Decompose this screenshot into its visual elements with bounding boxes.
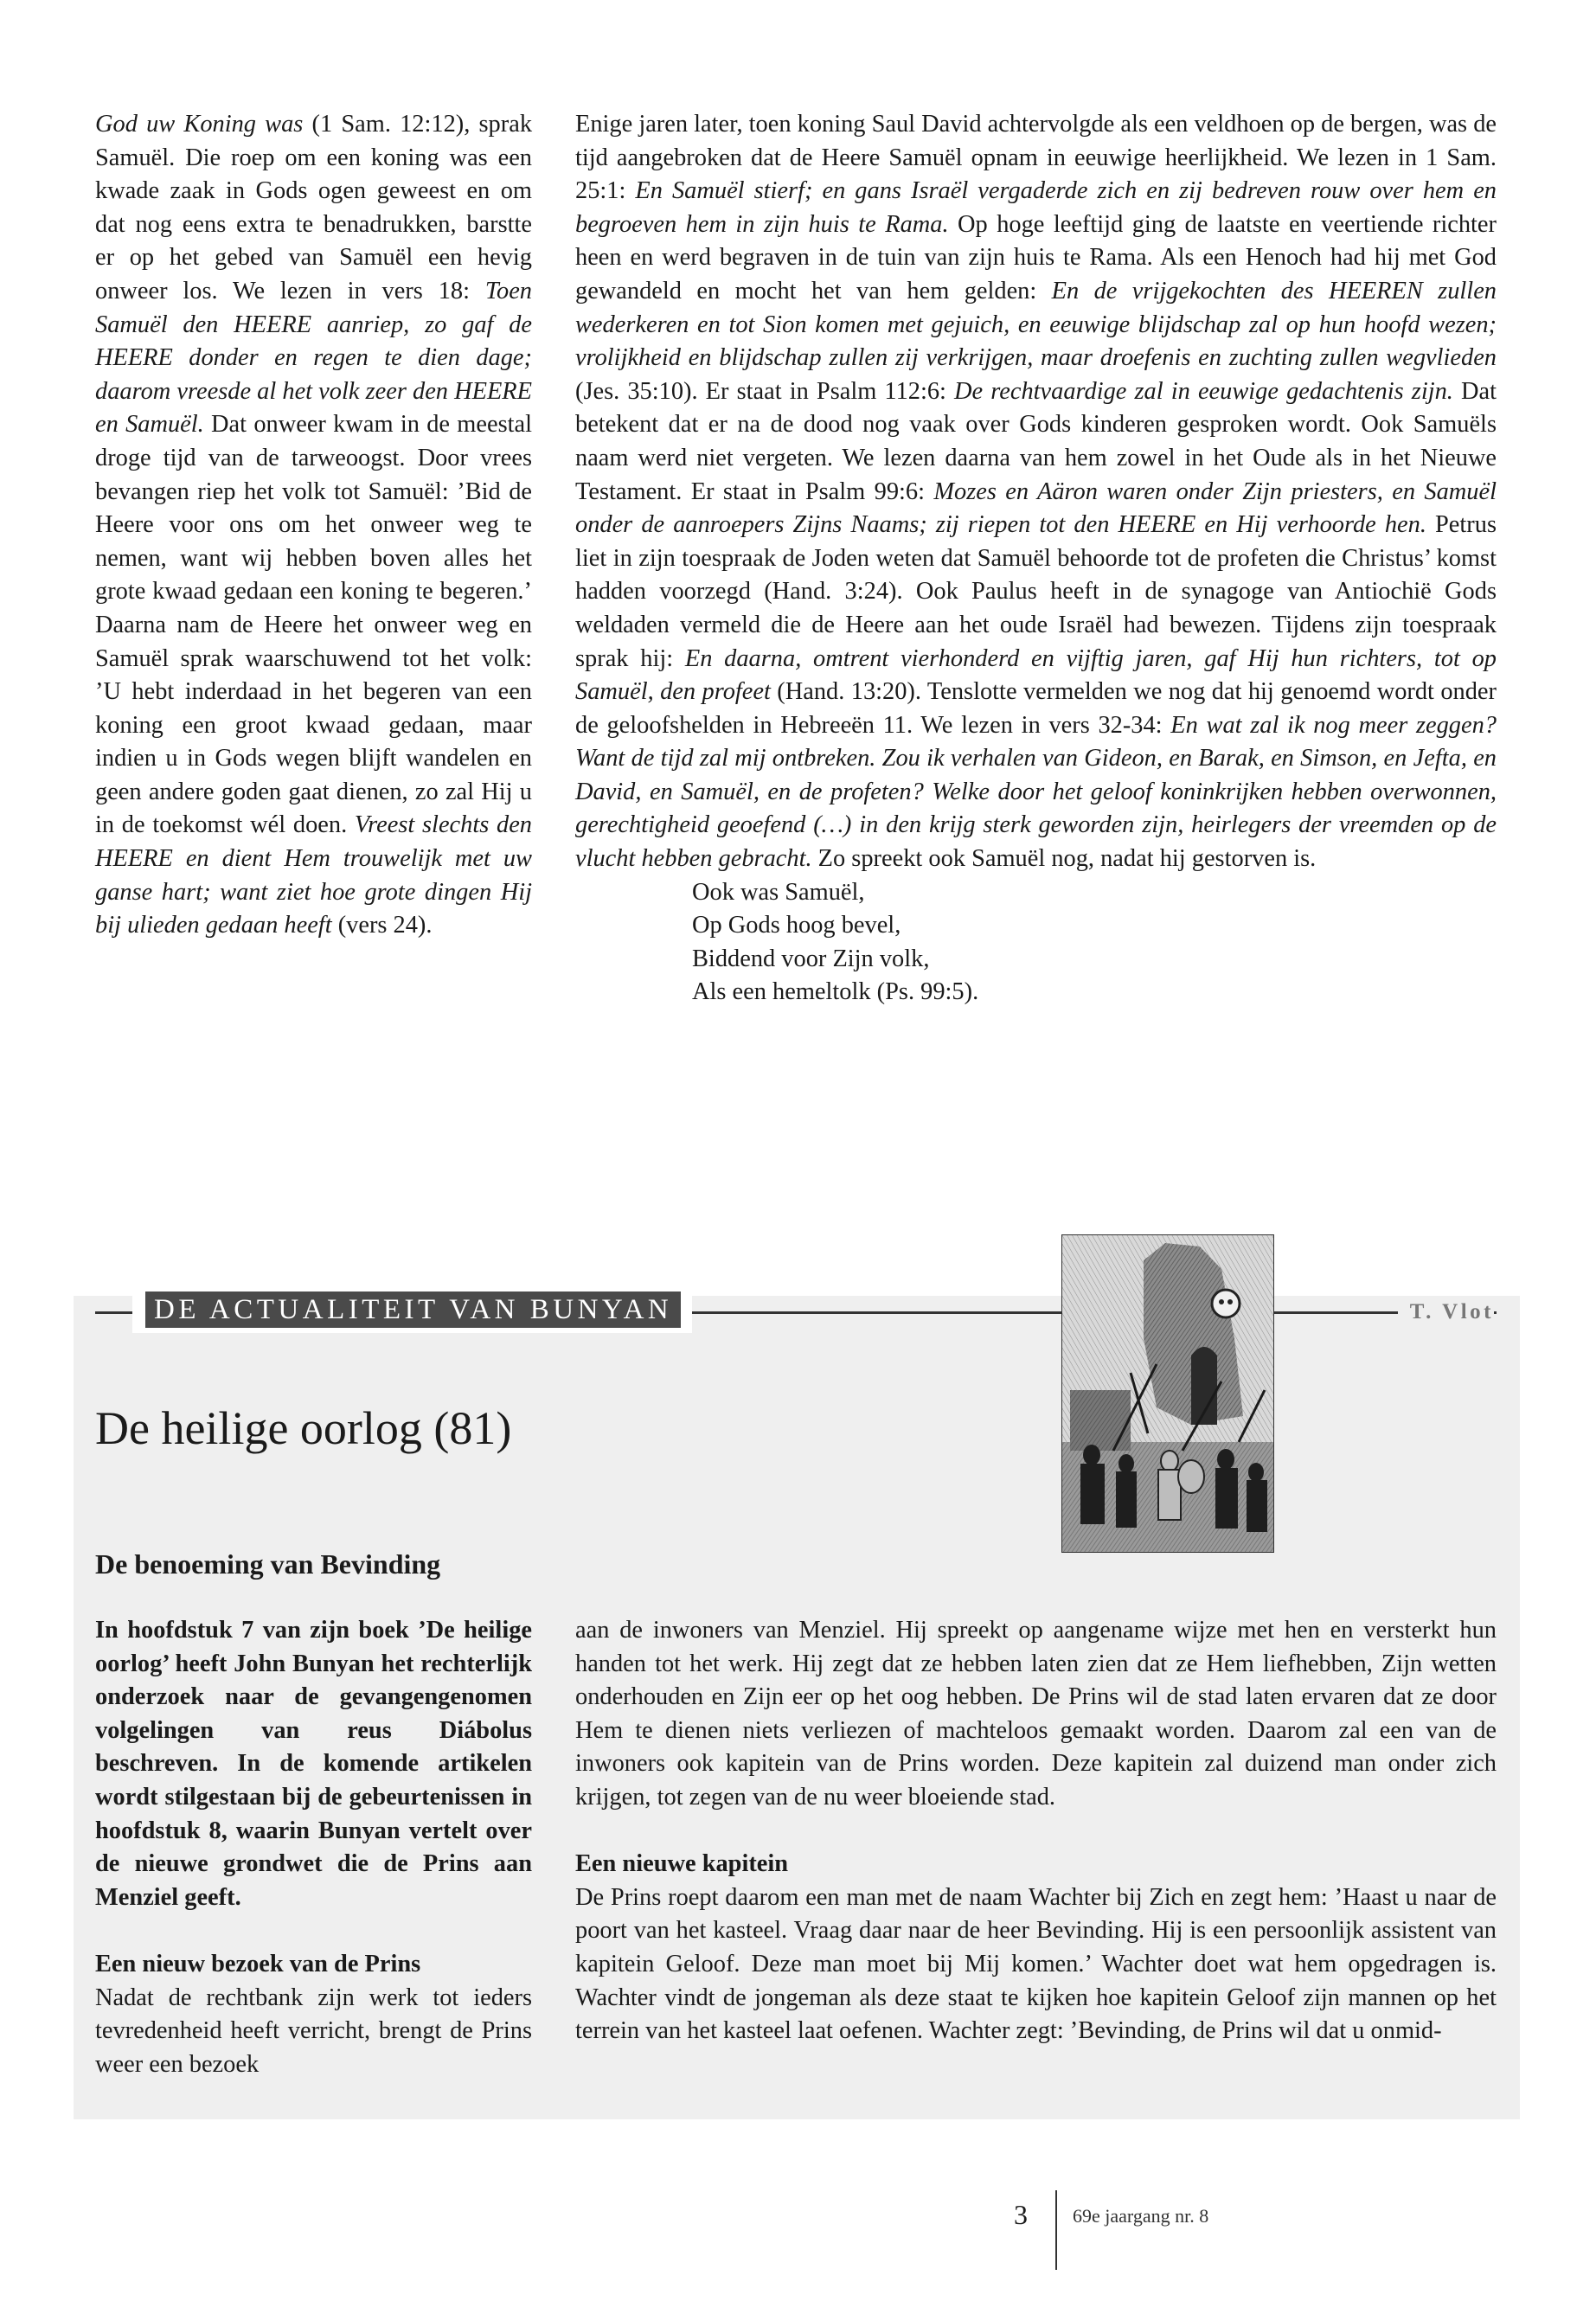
section-heading: Een nieuw bezoek van de Prins: [95, 1950, 421, 1977]
issue-info: 69e jaargang nr. 8: [1073, 2205, 1209, 2227]
article-paragraph: De Prins roept daarom een man met de naam Wachter bij Zich en zegt hem: ’Haast u naar de poort van het kasteel. Vraag daar naar de heer Bevinding. Hij is een persoonlijk assistent van kapitein Geloof. Deze man moet bij Mij komen.’ Wachter doet wat hem opgedragen is. Wachter vindt de jongeman als deze staat te kijken hoe kapitein Geloof zijn mannen op het terrein van het kasteel laat oefenen. Wachter zegt: ’Bevinding, de Prins wil dat u onmid-: [575, 1883, 1497, 2045]
article-lead: In hoofdstuk 7 van zijn boek ’De heilige oorlog’ heeft John Bunyan het rechterlijk onderzoek naar de gevangengenomen volgelingen van reus Diábolus beschreven. In de komende artikelen wordt stilgestaan bij de gebeurtenissen in hoofdstuk 8, waarin Bunyan vertelt over de nieuwe grondwet die de Prins aan Menziel geeft.: [95, 1617, 532, 1911]
article-column-right: [575, 1614, 1497, 2048]
section-label-text: DE ACTUALITEIT VAN BUNYAN: [145, 1292, 681, 1328]
page-number: 3: [1014, 2199, 1028, 2230]
column-top-right-body: [575, 108, 1497, 876]
poem-line: Op Gods hoog bevel,: [692, 912, 901, 939]
article-subtitle: De benoeming van Bevinding: [95, 1548, 441, 1580]
article-paragraph: Nadat de rechtbank zijn werk tot ieders tevredenheid heeft verricht, brengt de Prins weer een bezoek: [95, 1984, 532, 2078]
engraving-illustration: [1061, 1234, 1274, 1553]
paragraph: God uw Koning was (1 Sam. 12:12), sprak Samuël. Die roep om een koning was een kwade zaak in Gods ogen geweest en om dat nog eens extra te benadrukken, barstte er op het gebed van Samuël een hevig onweer los. We lezen in vers 18: Toen Samuël den HEERE aanriep, zo gaf de HEERE donder en regen te dien dage; daarom vreesde al het volk zeer den HEERE en Samuël. Dat onweer kwam in de meestal droge tijd van de tarweoogst. Door vrees bevangen riep het volk tot Samuël: ’Bid de Heere voor ons om het onweer weg te nemen, want wij hebben boven alles het grote kwaad gedaan een koning te begeren.’ Daarna nam de Heere het onweer weg en Samuël sprak waarschuwend tot het volk: ’U hebt inderdaad in het begeren van een koning een groot kwaad gedaan, maar indien u in Gods wegen blijft wandelen en geen andere goden gaat dienen, zo zal Hij u in de toekomst wél doen. Vreest slechts den HEERE en dient Hem trouwelijk met uw ganse hart; want ziet hoe grote dingen Hij bij ulieden gedaan heeft (vers 24).: [95, 111, 533, 939]
column-top-right: [575, 108, 1497, 1009]
author-name: T. Vlot: [1398, 1300, 1494, 1324]
footer-divider: [1055, 2190, 1057, 2270]
paragraph: Enige jaren later, toen koning Saul David achtervolgde als een veldhoen op de bergen, was de tijd aangebroken dat de Heere Samuël opnam in eeuwige heerlijkheid. We lezen in 1 Sam. 25:1: En Samuël stierf; en gans Israël vergaderde zich en zij bedreven rouw over hem en begroeven hem in zijn huis te Rama. Op hoge leeftijd ging de laatste en veertiende richter heen en werd begraven in de tuin van zijn huis te Rama. Als een Henoch had hij met God gewandeld en mocht het van hem gelden: En de vrijgekochten des HEEREN zullen wederkeren en tot Sion komen met gejuich, en eeuwige blijdschap zal op hun hoofd wezen; vrolijkheid en blijdschap zullen zij verkrijgen, maar droefenis en zuchting zullen wegvlieden (Jes. 35:10). Er staat in Psalm 112:6: De rechtvaardige zal in eeuwige gedachtenis zijn. Dat betekent dat er na de dood nog vaak over Gods kinderen gesproken wordt. Ook Samuëls naam werd niet vergeten. We lezen daarna van hem zowel in het Oude als in het Nieuwe Testament. Er staat in Psalm 99:6: Mozes en Aäron waren onder Zijn priesters, en Samuël onder de aanroepers Zijns Naams; zij riepen tot den HEERE en Hij verhoorde hen. Petrus liet in zijn toespraak de Joden weten dat Samuël behoorde tot de profeten die Christus’ komst hadden voorzegd (Hand. 3:24). Ook Paulus heeft in de synagoge van Antiochië Gods weldaden vermeld die de Heere aan het oude Israël had bewezen. Tijdens zijn toespraak sprak hij: En daarna, omtrent vierhonderd en vijftig jaren, gaf Hij hun richters, tot op Samuël, den profeet (Hand. 13:20). Tenslotte vermelden we nog dat hij genoemd wordt onder de geloofshelden in Hebreeën 11. We lezen in vers 32-34: En wat zal ik nog meer zeggen? Want de tijd zal mij ontbreken. Zou ik verhalen van Gideon, en Barak, en Simson, en Jefta, en David, en Samuël, en de profeten? Welke door het geloof koninkrijken hebben overwonnen, gerechtigheid geoefend (…) in den krijg sterk geworden zijn, heirlegers der vreemden op de vlucht hebben gebracht. Zo spreekt ook Samuël nog, nadat hij gestorven is.: [575, 111, 1497, 873]
poem: [692, 876, 1497, 1009]
section-heading: Een nieuwe kapitein: [575, 1850, 789, 1878]
poem-line: Biddend voor Zijn volk,: [692, 945, 930, 972]
column-top-left: [95, 108, 532, 943]
section-label: [132, 1288, 692, 1333]
poem-line: Als een hemeltolk (Ps. 99:5).: [692, 978, 979, 1006]
article-title: De heilige oorlog (81): [95, 1402, 512, 1454]
article-column-left: [95, 1614, 532, 2081]
article-paragraph: aan de inwoners van Menziel. Hij spreekt op aangename wijze met hen en versterkt hun handen tot het werk. Hij zegt dat ze hebben laten zien dat ze Hem liefhebben, Zijn wetten onderhouden en Zijn eer op het oog hebben. De Prins wil de stad laten ervaren dat ze door Hem te dienen niets verliezen of machteloos gemaakt worden. Daarom zal een van de inwoners ook kapitein van de Prins worden. Deze kapitein zal duizend man onder zich krijgen, tot zegen van de nu weer bloeiende stad.: [575, 1617, 1497, 1811]
poem-line: Ook was Samuël,: [692, 878, 865, 906]
